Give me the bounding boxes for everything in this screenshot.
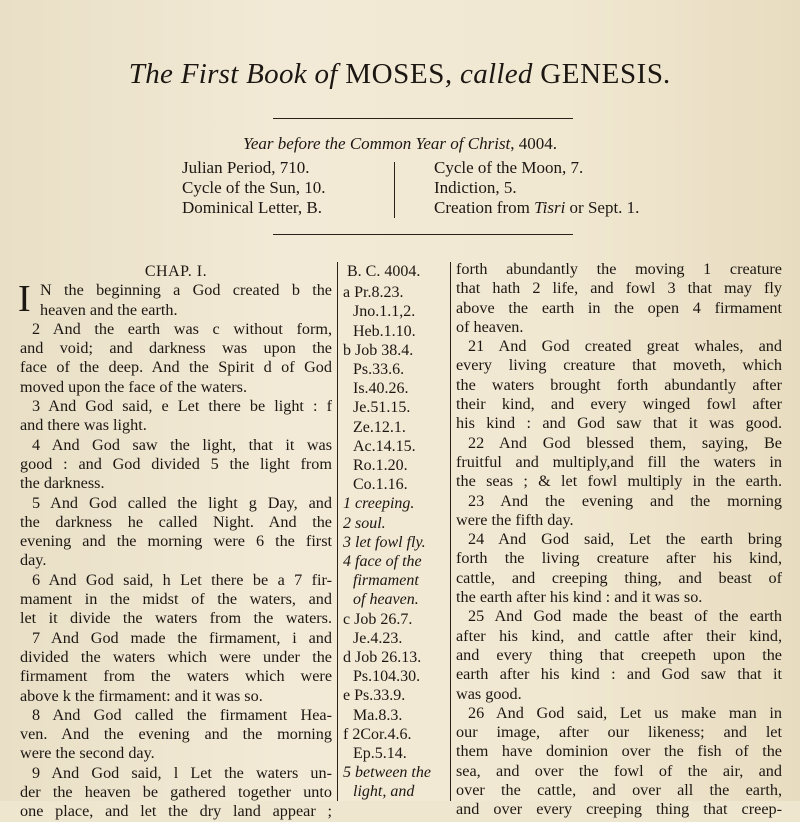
meta-right-line: Indiction, 5. xyxy=(434,178,517,197)
reference-line: Ma.8.3. xyxy=(353,706,403,724)
verse-line: 25 And God made the beast of the earth xyxy=(468,607,782,626)
reference-line: Je.51.15. xyxy=(353,399,411,417)
verse-line: their kind, and every winged fowl after xyxy=(456,395,782,414)
verse-line: forth the living creature after his kind, xyxy=(456,549,782,568)
right-column xyxy=(456,260,782,820)
verse-line: and void; and darkness was upon the xyxy=(20,339,332,358)
reference-line: c Job 26.7. xyxy=(343,610,413,628)
reference-line: a Pr.8.23. xyxy=(343,284,404,302)
verse-line: N the beginning a God created b the xyxy=(40,281,332,300)
verse-line: 23 And the evening and the morning xyxy=(468,491,782,510)
title-rule xyxy=(273,118,573,119)
verse-line: 2 And the earth was c without form, xyxy=(32,319,332,338)
verse-line: moved upon the face of the waters. xyxy=(20,377,247,396)
column-rule-left xyxy=(337,262,338,801)
verse-line: divided the waters which were under the xyxy=(20,647,332,666)
reference-line: Ps.104.30. xyxy=(353,668,421,686)
verse-line: 5 And God called the light g Day, and xyxy=(32,493,332,512)
verse-line: 21 And God created great whales, and xyxy=(468,337,782,356)
verse-line: der the heaven be gathered together unto xyxy=(20,783,332,802)
reference-line: 3 let fowl fly. xyxy=(343,533,426,551)
verse-line: evening and the morning were 6 the first xyxy=(20,532,332,551)
reference-line: Je.4.23. xyxy=(353,629,403,647)
reference-line: Ep.5.14. xyxy=(353,745,407,763)
verse-line: let it divide the waters from the waters. xyxy=(20,609,332,628)
reference-line: b Job 38.4. xyxy=(343,341,414,359)
verse-line: of heaven. xyxy=(456,317,524,336)
chapter-heading: CHAP. I. xyxy=(144,263,208,280)
column-rule-right xyxy=(450,262,451,801)
verse-line: firmament from the waters which were xyxy=(20,667,332,686)
verse-line: fruitful and multiply,and fill the waters in xyxy=(456,452,782,471)
reference-line: Ze.12.1. xyxy=(353,418,406,436)
reference-line: light, and xyxy=(353,783,415,801)
verse-line: day. xyxy=(20,551,47,570)
chronology-left xyxy=(182,158,326,218)
verse-line: 4 And God saw the light, that it was xyxy=(32,435,332,454)
margin-references xyxy=(341,262,449,802)
verse-line: and over every creeping thing that creep- xyxy=(456,800,782,819)
verse-line: after his kind, and cattle after their kind, xyxy=(456,626,782,645)
verse-line: 6 And God said, h Let there be a 7 fir- xyxy=(32,570,332,589)
verse-line: the seas ; & let fowl multiply in the earth. xyxy=(456,472,782,491)
reference-line: firmament xyxy=(353,572,419,590)
verse-line: 8 And God called the firmament Hea- xyxy=(32,705,332,724)
reference-line: 1 creeping. xyxy=(343,495,415,513)
verse-line: above the earth in the open 4 firmament xyxy=(456,298,782,317)
reference-line: d Job 26.13. xyxy=(343,649,422,667)
verse-line: one place, and let the dry land appear ; xyxy=(20,802,332,821)
reference-line: 4 face of the xyxy=(343,553,422,571)
verse-line: earth after his kind : and God saw that it xyxy=(456,665,782,684)
verse-line: and there was light. xyxy=(20,416,147,435)
reference-line: e Ps.33.9. xyxy=(343,687,406,705)
verse-line: 22 And God blessed them, saying, Be xyxy=(468,433,782,452)
verse-line: above k the firmament: and it was so. xyxy=(20,686,263,705)
verse-line: were the fifth day. xyxy=(456,510,574,529)
header-rule xyxy=(273,234,573,235)
verse-line: over the cattle, and over all the earth, xyxy=(456,781,782,800)
verse-line: mament in the midst of the waters, and xyxy=(20,590,332,609)
verse-line: heaven and the earth. xyxy=(40,300,178,319)
verse-line: 9 And God said, l Let the waters un- xyxy=(32,763,332,782)
verse-line: the earth after his kind : and it was so. xyxy=(456,588,703,607)
reference-line: f 2Cor.4.6. xyxy=(343,725,412,743)
verse-line: forth abundantly the moving 1 creature xyxy=(456,260,782,278)
verse-line: every living creature that moveth, which xyxy=(456,356,782,375)
reference-line: Ps.33.6. xyxy=(353,361,405,379)
meta-left-line: Julian Period, 710. xyxy=(182,158,310,177)
verse-line: the darkness. xyxy=(20,474,105,493)
reference-line: of heaven. xyxy=(353,591,419,609)
verse-line: were the second day. xyxy=(20,744,155,763)
verse-line: good : and God divided 5 the light from xyxy=(20,454,332,473)
verse-line: our image, after our likeness; and let xyxy=(456,723,782,742)
verse-line: that hath 2 life, and fowl 3 that may fly xyxy=(456,279,782,298)
verse-line: was good. xyxy=(456,684,522,703)
verse-line: 3 And God said, e Let there be light : f xyxy=(32,397,332,416)
book-title: The First Book of MOSES, called GENESIS. xyxy=(128,58,672,90)
reference-line: Heb.1.10. xyxy=(353,322,416,340)
left-column xyxy=(20,262,332,822)
verse-line: cattle, and creeping thing, and beast of xyxy=(456,568,782,587)
verse-line: face of the deep. And the Spirit d of God xyxy=(20,358,332,377)
verse-line: the waters brought forth abundantly after xyxy=(456,375,782,394)
chronology-divider xyxy=(394,162,395,218)
reference-line: Is.40.26. xyxy=(353,380,409,398)
verse-line: and every thing that creepeth upon the xyxy=(456,645,782,664)
reference-line: Co.1.16. xyxy=(353,476,408,494)
verse-line: ven. And the evening and the morning xyxy=(20,725,332,744)
verse-line: 24 And God said, Let the earth bring xyxy=(468,530,782,549)
reference-line: 5 between the xyxy=(343,764,431,782)
verse-line: them have dominion over the fish of the xyxy=(456,742,782,761)
meta-left-line: Dominical Letter, B. xyxy=(182,198,323,217)
verse-line: the darkness he called Night. And the xyxy=(20,512,332,531)
reference-line: Ac.14.15. xyxy=(353,437,416,455)
dropcap: I xyxy=(18,278,31,320)
bc-header: B. C. 4004. xyxy=(347,263,421,280)
meta-right-line: Cycle of the Moon, 7. xyxy=(434,158,584,177)
verse-line: 26 And God said, Let us make man in xyxy=(468,703,782,722)
year-line: Year before the Common Year of Christ, 4004. xyxy=(242,134,558,153)
chronology-right xyxy=(434,158,639,218)
reference-line: Ro.1.20. xyxy=(353,457,408,475)
meta-left-line: Cycle of the Sun, 10. xyxy=(182,178,326,197)
meta-creation: Creation from Tisri or Sept. 1. xyxy=(434,198,640,217)
reference-line: 2 soul. xyxy=(343,514,386,532)
verse-line: his kind : and God saw that it was good. xyxy=(456,414,782,433)
reference-line: Jno.1.1,2. xyxy=(353,303,416,321)
verse-line: 7 And God made the firmament, i and xyxy=(32,628,332,647)
verse-line: sea, and over the fowl of the air, and xyxy=(456,761,782,780)
